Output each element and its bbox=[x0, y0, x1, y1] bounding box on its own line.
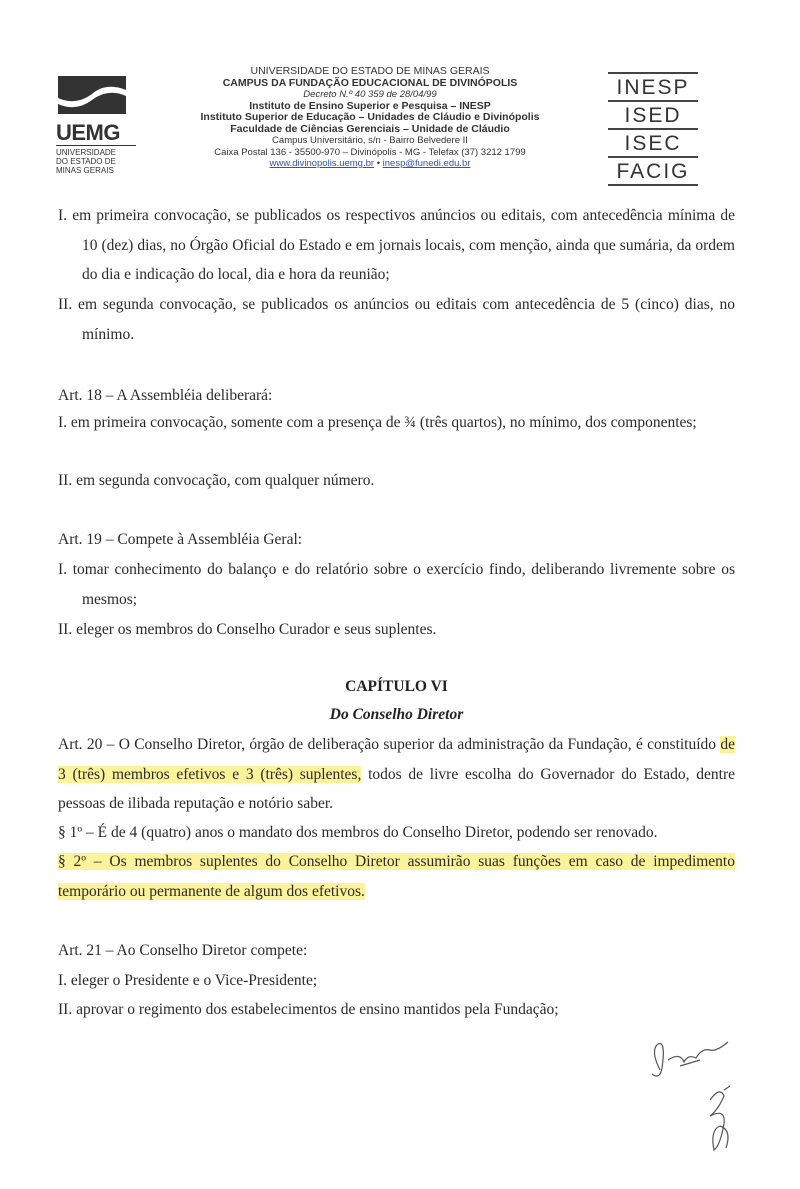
logo-subtitle: UNIVERSIDADE DO ESTADO DE MINAS GERAIS bbox=[56, 148, 117, 175]
art-20-paragraph-1: § 1º – É de 4 (quatro) anos o mandato dos membros do Conselho Diretor, podendo ser renovado. bbox=[58, 824, 658, 841]
institute-facig: FACIG bbox=[608, 156, 698, 186]
institute-line: Faculdade de Ciências Gerenciais – Unidade de Cláudio bbox=[230, 122, 510, 135]
postal-contact: Caixa Postal 136 - 35500-970 – Divinópolis - MG - Telefax (37) 3212 1799 bbox=[214, 146, 526, 158]
institutes-list bbox=[608, 72, 698, 186]
art-20: Art. 20 – O Conselho Diretor, órgão de deliberação superior da administração da Fundação, é constituído de 3 (três) membros efetivos e 3 (três) suplentes, todos de livre escolha do Governador do Estado, dentre pessoas de ilibada reputação e notório saber. bbox=[58, 736, 735, 812]
uemg-emblem-icon bbox=[56, 72, 128, 116]
art-18-item-i: I. em primeira convocação, somente com a presença de ¾ (três quartos), no mínimo, dos componentes; bbox=[58, 414, 697, 431]
art-19: Art. 19 – Compete à Assembléia Geral: bbox=[58, 531, 303, 548]
website-link[interactable]: www.divinopolis.uemg.br bbox=[269, 158, 375, 169]
logo-name: UEMG bbox=[56, 121, 136, 146]
address: Campus Universitário, s/n - Bairro Belvedere II bbox=[272, 135, 468, 146]
art-20-paragraph-2 bbox=[58, 847, 735, 906]
university-name: UNIVERSIDADE DO ESTADO DE MINAS GERAIS bbox=[250, 65, 490, 77]
separator: • bbox=[376, 158, 381, 169]
decree: Decreto N.º 40 359 de 28/04/99 bbox=[303, 89, 437, 100]
art-21-item-ii: II. aprovar o regimento dos estabelecimentos de ensino mantidos pela Fundação; bbox=[58, 1001, 559, 1018]
art-21-item-i: I. eleger o Presidente e o Vice-Presidente; bbox=[58, 972, 318, 989]
chapter-title: CAPÍTULO VI bbox=[345, 678, 448, 695]
uemg-logo bbox=[56, 72, 136, 175]
institute-line: Instituto Superior de Educação – Unidades de Cláudio e Divinópolis bbox=[200, 111, 540, 123]
art-18-item-ii: II. em segunda convocação, com qualquer número. bbox=[58, 472, 375, 489]
email-link[interactable]: inesp@funedi.edu.br bbox=[382, 158, 471, 169]
item-second-call: II. em segunda convocação, se publicados os anúncios ou editais com antecedência de 5 (cinco) dias, no mínimo. bbox=[58, 296, 735, 343]
signature-icon bbox=[640, 1030, 750, 1160]
institute-inesp: INESP bbox=[608, 72, 698, 100]
art-18: Art. 18 – A Assembléia deliberará: bbox=[58, 387, 273, 404]
institute-isec: ISEC bbox=[608, 128, 698, 156]
item-first-call: I. em primeira convocação, se publicados os respectivos anúncios ou editais, com antecedência mínima de 10 (dez) dias, no Órgão Oficial do Estado e em jornais locais, com menção, ainda que sumária, da ordem do dia e indicação do local, dia e hora da reunião; bbox=[58, 207, 735, 283]
campus-name: CAMPUS DA FUNDAÇÃO EDUCACIONAL DE DIVINÓPOLIS bbox=[222, 76, 518, 89]
highlighted-text: de 3 (três) membros efetivos e 3 (três) suplentes, bbox=[58, 736, 735, 783]
art-19-item-ii: II. eleger os membros do Conselho Curador e seus suplentes. bbox=[58, 621, 437, 638]
letterhead bbox=[150, 66, 590, 170]
institute-ised: ISED bbox=[608, 100, 698, 128]
chapter-subtitle: Do Conselho Diretor bbox=[329, 706, 464, 723]
art-19-item-i: I. tomar conhecimento do balanço e do relatório sobre o exercício findo, deliberando livremente sobre os mesmos; bbox=[58, 561, 735, 608]
art-21: Art. 21 – Ao Conselho Diretor compete: bbox=[58, 942, 308, 959]
institute-line: Instituto de Ensino Superior e Pesquisa – INESP bbox=[249, 99, 491, 112]
highlighted-text: § 2º – Os membros suplentes do Conselho Diretor assumirão suas funções em caso de impedimento temporário ou permanente de algum dos efetivos. bbox=[58, 853, 735, 900]
